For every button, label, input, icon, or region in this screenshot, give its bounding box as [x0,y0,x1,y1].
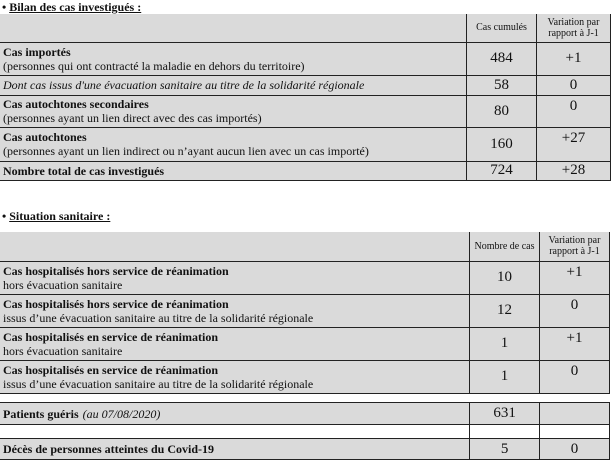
col-header-variation: Variation par rapport à J-1 [537,14,611,42]
recovered-title: Patients guéris [3,406,79,421]
row-title: Cas autochtones secondaires [3,97,149,111]
col-header-variation: Variation par rapport à J-1 [540,232,610,261]
recovered-value: 631 [470,403,540,425]
spacer-row [0,425,610,439]
spacer-cell [470,425,540,439]
row-subtitle: issus d’une évacuation sanitaire au titre de la solidarité régionale [3,376,314,391]
table-row [0,75,611,95]
row-subtitle: (personnes ayant un lien direct avec des cas importés) [3,111,262,125]
row-title: Cas importés [3,44,71,59]
row-title: Dont cas issus d'une évacuation sanitaire au titre de la solidarité régionale [3,78,365,92]
table-row [0,360,610,393]
table-header-row [0,14,611,42]
table-row [0,127,611,161]
section-heading-bilan [2,0,141,15]
row-title: Cas autochtones [3,130,87,144]
table-row [0,42,611,75]
header-empty-cell [0,14,467,42]
row-value: 484 [467,42,537,75]
deaths-row [0,439,610,460]
row-variation: 0 [540,360,610,393]
row-value: 12 [470,294,540,327]
recovered-variation [540,403,610,425]
row-title: Nombre total de cas investigués [3,163,165,178]
row-value: 10 [470,261,540,294]
row-subtitle: hors évacuation sanitaire [3,277,123,292]
spacer-cell [540,425,610,439]
outcomes-table [0,402,610,460]
deaths-value: 5 [470,439,540,460]
row-value: 80 [467,95,537,127]
table-header-row [0,232,610,261]
row-value: 724 [467,161,537,180]
situation-table [0,232,610,394]
bullet: • [2,209,7,223]
row-title: Cas hospitalisés en service de réanimation [3,362,218,377]
table-row [0,261,610,294]
table-row [0,327,610,360]
row-value: 160 [467,127,537,161]
row-variation: 0 [537,95,611,127]
row-title: Cas hospitalisés en service de réanimation [3,329,218,344]
row-variation: +1 [540,261,610,294]
recovered-row [0,403,610,425]
col-header-cumul: Cas cumulés [467,14,537,42]
header-empty-cell [0,232,470,261]
row-variation: +1 [537,42,611,75]
row-variation: +1 [540,327,610,360]
row-value: 1 [470,360,540,393]
row-title: Cas hospitalisés hors service de réanimation [3,296,229,311]
section-title: Bilan des cas investigués : [9,0,142,14]
row-variation: +27 [537,127,611,161]
row-value: 58 [467,75,537,95]
row-subtitle: hors évacuation sanitaire [3,343,123,358]
section-heading-situation [2,209,110,224]
row-variation: 0 [540,294,610,327]
deaths-title: Décès de personnes atteintes du Covid-19 [3,442,214,456]
bullet: • [2,0,7,14]
row-subtitle: (personnes qui ont contracté la maladie en dehors du territoire) [3,58,305,73]
section-title: Situation sanitaire : [9,209,111,223]
table-row-total [0,161,611,180]
row-subtitle: (personnes ayant un lien indirect ou n’ayant aucun lien avec un cas importé) [3,144,369,158]
table-row [0,95,611,127]
deaths-variation: 0 [540,439,610,460]
spacer-cell [0,425,470,439]
col-header-count: Nombre de cas [470,232,540,261]
row-variation: 0 [537,75,611,95]
table-row [0,294,610,327]
bilan-table [0,14,611,181]
row-variation: +28 [537,161,611,180]
row-value: 1 [470,327,540,360]
recovered-date-note: (au 07/08/2020) [82,406,161,421]
row-title: Cas hospitalisés hors service de réanimation [3,263,229,278]
row-subtitle: issus d’une évacuation sanitaire au titre de la solidarité régionale [3,310,314,325]
